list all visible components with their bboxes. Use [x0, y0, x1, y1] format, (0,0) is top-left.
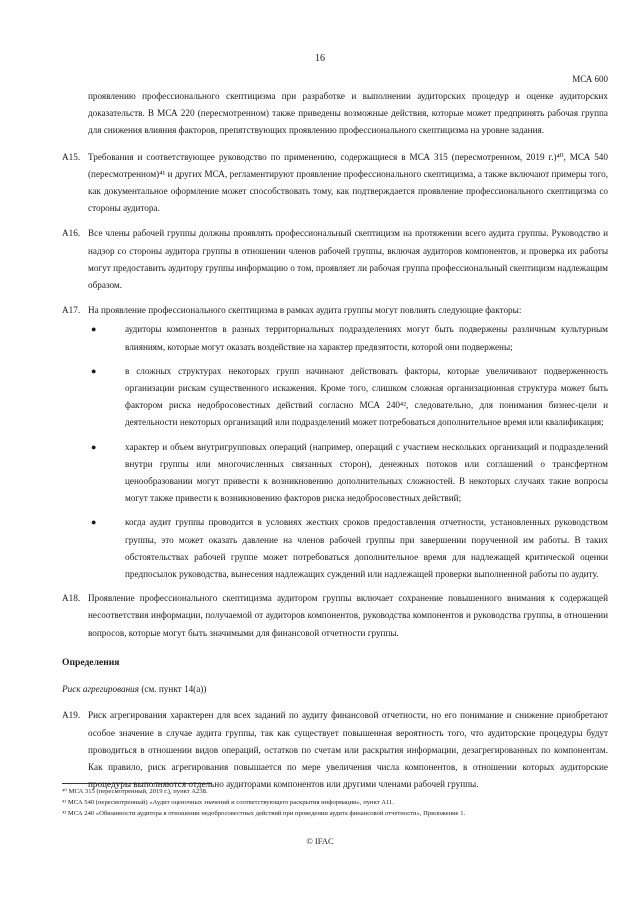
paragraph-a15: [62, 149, 608, 218]
paragraph-text: Проявление профессионального скептицизма аудитором группы включает сохранение повышенного внимания к содержащей несоответствия информации, получаемой от аудиторов компонентов, руководства компонентов и руководства группы, в отношении вопросов, которые могут быть значимыми для финансовой отчетности группы.: [88, 593, 608, 638]
bullet-icon: ●: [91, 441, 97, 452]
footnote-42: ⁴² МСА 240 «Обязанности аудитора в отношении недобросовестных действий при проведении аудита финансовой отчетности», Приложение 1.: [62, 810, 466, 817]
paragraph-number: A18.: [62, 593, 81, 604]
paragraph-a19: [62, 707, 608, 793]
list-item-text: когда аудит группы проводится в условиях жестких сроков предоставления отчетности, установленных руководством группы, это может оказать давление на членов рабочей группы при завершении порученной им работы. В таких обстоятельствах рабочей группе может потребоваться дополнительное время для надлежащей критической оценки предпосылок руководства, вынесения надлежащих суждений или надлежащей проверки выполненной работы по аудиту.: [125, 517, 608, 580]
subsection-reference: (см. пункт 14(a)): [139, 684, 207, 695]
paragraph-text: Требования и соответствующее руководство по применению, содержащиеся в МСА 315 (пересмотренном, 2019 г.)⁴⁰, МСА 540 (пересмотренном)⁴¹ и других МСА, регламентируют проявление профессионального скептицизма, а также включают примеры того, как документальное оформление может способствовать тому, как подтверждается проявление профессионального скептицизма со стороны аудитора.: [88, 151, 608, 214]
subsection-heading: [62, 681, 608, 698]
paragraph-number: A19.: [62, 710, 81, 721]
list-item: [88, 439, 608, 508]
list-item: [88, 363, 608, 432]
list-item-text: характер и объем внутригрупповых операций (например, операций с участием нескольких организаций и подразделений внутри группы или многочисленных связанных сторон), денежных потоков или соглашений о трансфертном ценообразовании могут привести к возникновению дополнительных сложностей. В некоторых случаях такие вопросы могут также привести к возникновению факторов риска недобросовестных действий;: [125, 441, 608, 504]
paragraph-number: A16.: [62, 228, 81, 239]
list-item: [88, 514, 608, 583]
subsection-title: Риск агрегирования: [62, 684, 140, 695]
document-code: МСА 600: [572, 74, 608, 84]
paragraph-text: Все члены рабочей группы должны проявлять профессиональный скептицизм на протяжении всего аудита группы. Руководство и надзор со стороны аудитора группы в отношении членов рабочей группы, включая аудиторов компонентов, и проверка их работы могут предоставить аудитору группы информацию о том, проявляет ли рабочая группа профессиональный скептицизм надлежащим образом.: [88, 228, 608, 291]
list-item-text: аудиторы компонентов в разных территориальных подразделениях могут быть подвержены различным культурным влияниям, которые могут оказать воздействие на характер предвзятости, которой они подвержены;: [125, 324, 608, 352]
footnote-separator: [62, 783, 212, 784]
paragraph-a18: [62, 590, 608, 642]
bullet-icon: ●: [91, 517, 97, 528]
copyright-footer: © IFAC: [306, 836, 334, 846]
factor-list: [88, 321, 608, 583]
paragraph-text: Риск агрегирования характерен для всех заданий по аудиту финансовой отчетности, но его понимание и снижение приобретают особое значение в случае аудита группы, так как существует повышенная вероятность того, что аудиторские процедуры будут проводиться в отношении видов операций, остатков по счетам или раскрытия информации, дезагрегированных по компонентам. Как правило, риск агрегирования повышается по мере увеличения числа компонентов, в отношении которых аудиторские процедуры выполняются отдельно аудиторами компонентов или другими членами рабочей группы.: [88, 710, 608, 790]
paragraph-text: На проявление профессионального скептицизма в рамках аудита группы могут повлиять следующие факторы:: [88, 305, 522, 316]
section-heading: Определения: [62, 656, 120, 668]
bullet-icon: ●: [91, 365, 97, 376]
page-number: 16: [315, 53, 325, 64]
paragraph-number: A15.: [62, 151, 81, 162]
paragraph-number: A17.: [62, 305, 81, 316]
list-item-text: в сложных структурах некоторых групп начинают действовать факторы, которые увеличивают подверженность организации рискам существенного искажения. Кроме того, слишком сложная организационная структура может быть фактором риска недобросовестных действий согласно МСА 240⁴², следовательно, для понимания бизнес-цели и деятельности некоторых организаций или подразделений может потребоваться дополнительное время или квалификация;: [125, 365, 608, 428]
bullet-icon: ●: [91, 324, 97, 335]
footnote-41: ⁴¹ МСА 540 (пересмотренный) «Аудит оценочных значений и соответствующего раскрытия информации», пункт А11.: [62, 799, 394, 806]
page-body: [62, 88, 608, 801]
paragraph-a16: [62, 225, 608, 294]
paragraph-a17: [62, 302, 608, 319]
footnote-40: ⁴⁰ МСА 315 (пересмотренный, 2019 г.), пункт А238.: [62, 788, 208, 795]
list-item: [88, 321, 608, 355]
intro-paragraph: [62, 88, 608, 140]
footnotes: [62, 786, 608, 819]
intro-text: проявлению профессионального скептицизма при разработке и выполнении аудиторских процедур и оценке аудиторских доказательств. В МСА 220 (пересмотренном) также приведены возможные действия, которые может предпринять рабочая группа для снижения влияния факторов, препятствующих проявлению профессионального скептицизма на уровне задания.: [88, 91, 608, 136]
